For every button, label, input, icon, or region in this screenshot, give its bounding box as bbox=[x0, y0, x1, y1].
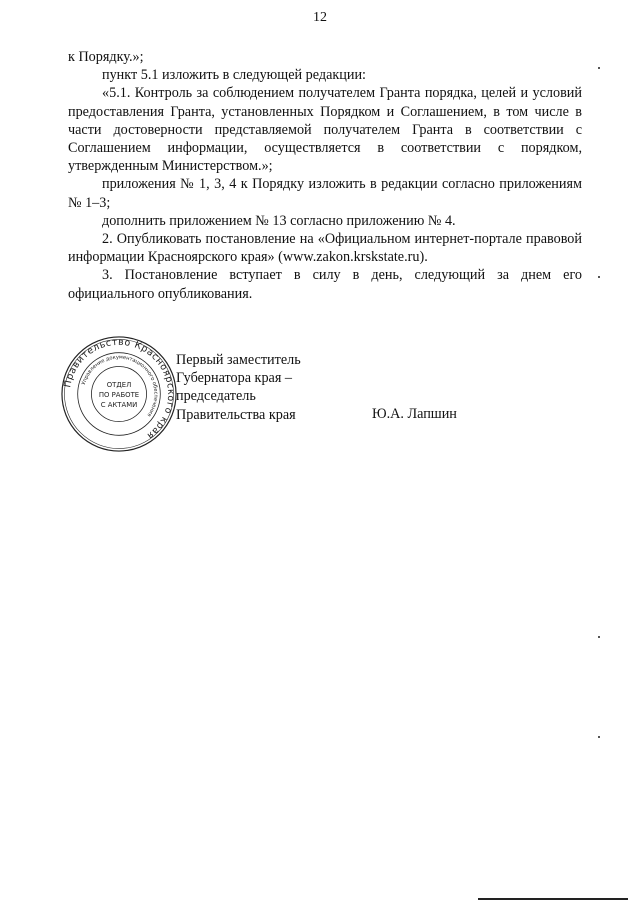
signatory-title-line: председатель bbox=[176, 388, 256, 405]
paragraph: «5.1. Контроль за соблюдением получателем Гранта порядка, целей и условий предоставления Гранта, установленных Порядком и Соглашением, в том числе в части достоверности представляемой получателем Гранта в соответствии с Соглашением информации, осуществляется в соответствии с порядком, утвержденным Министерством.»; bbox=[68, 85, 582, 175]
paragraph: 3. Постановление вступает в силу в день, следующий за днем его официального опубликования. bbox=[68, 267, 582, 302]
signatory-title-line: Первый заместитель bbox=[176, 352, 301, 368]
paragraph: пункт 5.1 изложить в следующей редакции: bbox=[102, 67, 366, 84]
margin-mark bbox=[598, 67, 600, 69]
seal-outer-text: Правительство Красноярского края bbox=[62, 336, 177, 442]
seal-center-line: С АКТАМИ bbox=[100, 400, 138, 409]
official-seal bbox=[60, 335, 178, 453]
signatory-name: Ю.А. Лапшин bbox=[372, 406, 457, 422]
signatory-title-line: Правительства края bbox=[176, 406, 296, 423]
margin-mark bbox=[598, 276, 600, 278]
bottom-rule bbox=[478, 898, 628, 900]
margin-mark bbox=[598, 736, 600, 738]
paragraph: 2. Опубликовать постановление на «Официальном интернет-портале правовой информации Красноярского края» (www.zakon.krskstate.ru). bbox=[68, 231, 582, 266]
page-number: 12 bbox=[313, 10, 327, 25]
paragraph: к Порядку.»; bbox=[68, 49, 144, 65]
paragraph: приложения № 1, 3, 4 к Порядку изложить в редакции согласно приложениям № 1–3; bbox=[68, 176, 582, 211]
signatory-title-line: Губернатора края – bbox=[176, 370, 293, 387]
margin-mark bbox=[598, 636, 600, 638]
seal-center-line: ОТДЕЛ bbox=[106, 381, 132, 390]
seal-graphic bbox=[60, 335, 178, 453]
paragraph: дополнить приложением № 13 согласно приложению № 4. bbox=[102, 212, 456, 229]
seal-center-line: ПО РАБОТЕ bbox=[98, 390, 140, 399]
signatory-title bbox=[176, 351, 301, 424]
document-body bbox=[68, 48, 582, 303]
seal-inner-text: Управление документационного обеспечения bbox=[80, 354, 159, 418]
